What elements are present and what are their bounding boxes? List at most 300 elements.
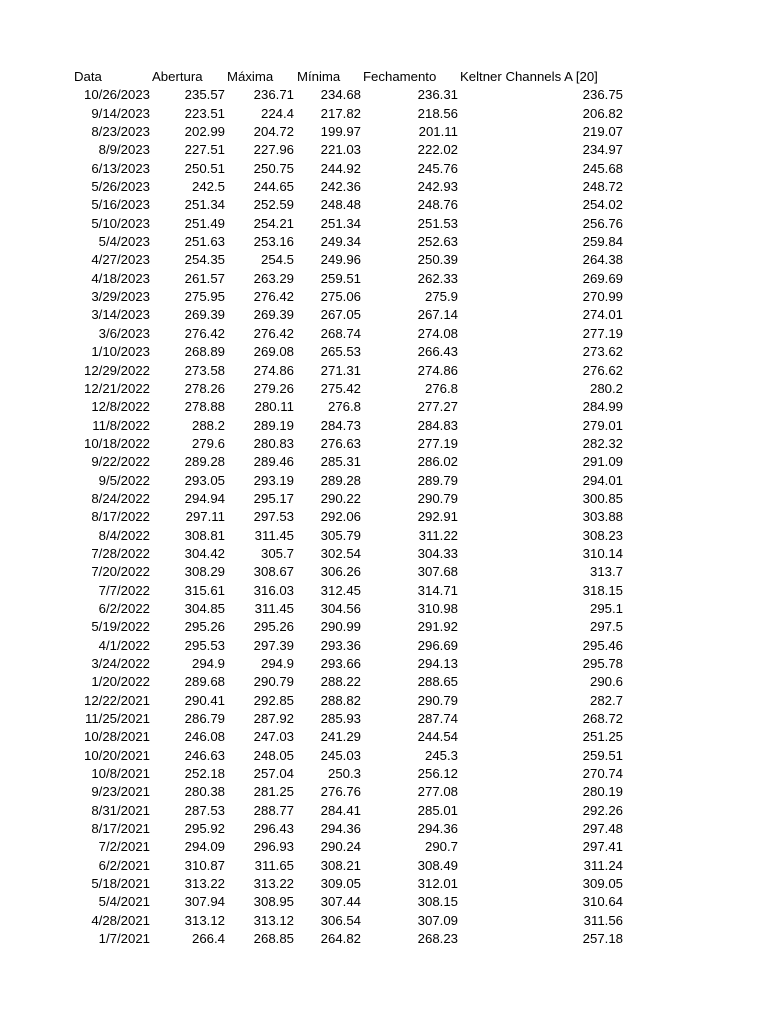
cell-minima: 244.92 <box>320 160 361 176</box>
cell-minima: 276.63 <box>320 435 361 451</box>
cell-maxima: 311.45 <box>254 600 294 616</box>
cell-keltner: 295.46 <box>582 637 623 653</box>
cell-fechamento: 292.91 <box>417 509 458 525</box>
cell-fechamento: 275.9 <box>424 289 458 305</box>
cell-minima: 312.45 <box>320 582 361 598</box>
cell-minima: 234.68 <box>320 87 361 103</box>
cell-keltner: 279.01 <box>582 417 623 433</box>
cell-abertura: 280.38 <box>184 784 225 800</box>
cell-keltner: 282.7 <box>589 692 623 708</box>
cell-maxima: 313.12 <box>253 912 294 928</box>
cell-abertura: 295.53 <box>184 637 225 653</box>
cell-minima: 304.56 <box>320 600 361 616</box>
cell-abertura: 223.51 <box>184 105 225 121</box>
cell-keltner: 254.02 <box>582 197 623 213</box>
cell-minima: 249.96 <box>320 252 361 268</box>
cell-maxima: 311.45 <box>254 527 294 543</box>
cell-data: 5/18/2021 <box>91 876 150 892</box>
spreadsheet-table <box>0 68 768 949</box>
cell-maxima: 274.86 <box>253 362 294 378</box>
cell-maxima: 276.42 <box>253 289 294 305</box>
cell-abertura: 275.95 <box>184 289 225 305</box>
table-body <box>0 86 768 948</box>
cell-fechamento: 290.79 <box>417 490 458 506</box>
cell-abertura: 289.68 <box>184 674 225 690</box>
table-row <box>0 343 768 361</box>
table-row <box>0 600 768 618</box>
table-row <box>0 802 768 820</box>
cell-fechamento: 289.79 <box>417 472 458 488</box>
cell-maxima: 280.11 <box>254 399 294 415</box>
cell-keltner: 245.68 <box>582 160 623 176</box>
cell-abertura: 227.51 <box>184 142 225 158</box>
cell-maxima: 295.26 <box>253 619 294 635</box>
cell-data: 3/24/2022 <box>91 656 150 671</box>
cell-minima: 271.31 <box>320 362 361 378</box>
cell-fechamento: 201.11 <box>418 124 458 140</box>
table-row <box>0 527 768 545</box>
cell-data: 8/24/2022 <box>91 490 150 506</box>
cell-keltner: 313.7 <box>589 564 623 580</box>
cell-abertura: 246.08 <box>184 729 225 745</box>
cell-abertura: 286.79 <box>184 711 225 727</box>
table-row <box>0 673 768 691</box>
cell-data: 12/8/2022 <box>91 399 150 415</box>
cell-maxima: 276.42 <box>253 325 294 341</box>
cell-fechamento: 311.22 <box>418 527 458 543</box>
cell-fechamento: 251.53 <box>417 215 458 231</box>
cell-abertura: 278.26 <box>184 380 225 396</box>
cell-fechamento: 290.7 <box>424 839 458 855</box>
header-minima: Mínima <box>297 69 341 84</box>
cell-minima: 267.05 <box>320 307 361 323</box>
table-row <box>0 545 768 563</box>
cell-minima: 292.06 <box>320 509 361 525</box>
cell-fechamento: 222.02 <box>417 142 458 158</box>
cell-fechamento: 307.68 <box>417 564 458 580</box>
table-row <box>0 123 768 141</box>
table-row <box>0 655 768 673</box>
cell-data: 3/14/2023 <box>91 307 150 323</box>
cell-fechamento: 307.09 <box>417 912 458 928</box>
cell-maxima: 227.96 <box>253 142 294 158</box>
cell-maxima: 254.5 <box>260 252 294 268</box>
table-row <box>0 875 768 893</box>
cell-minima: 289.28 <box>320 472 361 488</box>
table-row <box>0 453 768 471</box>
table-row <box>0 618 768 636</box>
cell-keltner: 259.84 <box>582 234 623 250</box>
cell-minima: 259.51 <box>320 270 361 286</box>
cell-keltner: 300.85 <box>582 490 623 506</box>
cell-keltner: 284.99 <box>582 399 623 415</box>
cell-fechamento: 310.98 <box>417 600 458 616</box>
table-row <box>0 765 768 783</box>
cell-maxima: 316.03 <box>253 582 294 598</box>
header-fechamento: Fechamento <box>363 69 437 84</box>
cell-data: 6/13/2023 <box>91 160 150 176</box>
table-row <box>0 857 768 875</box>
cell-abertura: 246.63 <box>184 747 225 763</box>
cell-fechamento: 288.65 <box>417 674 458 690</box>
cell-keltner: 206.82 <box>582 105 623 121</box>
cell-maxima: 254.21 <box>253 215 294 231</box>
table-row <box>0 215 768 233</box>
cell-data: 1/10/2023 <box>91 344 150 360</box>
cell-fechamento: 294.36 <box>417 821 458 837</box>
cell-minima: 285.31 <box>320 454 361 470</box>
cell-keltner: 270.74 <box>582 766 623 782</box>
cell-data: 1/7/2021 <box>98 931 150 947</box>
cell-maxima: 253.16 <box>253 234 294 250</box>
cell-minima: 288.22 <box>320 674 361 690</box>
cell-data: 5/10/2023 <box>91 215 150 231</box>
cell-fechamento: 274.08 <box>417 325 458 341</box>
cell-abertura: 288.2 <box>191 417 225 433</box>
cell-keltner: 274.01 <box>582 307 623 323</box>
cell-fechamento: 308.15 <box>417 894 458 910</box>
table-row <box>0 472 768 490</box>
cell-minima: 305.79 <box>320 527 361 543</box>
cell-maxima: 293.19 <box>253 472 294 488</box>
cell-minima: 276.76 <box>320 784 361 800</box>
cell-data: 5/4/2023 <box>98 234 150 250</box>
cell-data: 7/2/2021 <box>98 839 150 855</box>
cell-keltner: 236.75 <box>582 87 623 103</box>
cell-data: 4/28/2021 <box>91 912 150 928</box>
cell-data: 12/29/2022 <box>83 362 150 378</box>
cell-data: 10/18/2022 <box>83 435 150 451</box>
cell-data: 8/17/2021 <box>91 821 150 837</box>
table-row <box>0 728 768 746</box>
cell-abertura: 235.57 <box>184 87 225 103</box>
cell-maxima: 269.08 <box>253 344 294 360</box>
cell-minima: 249.34 <box>320 234 361 250</box>
cell-keltner: 310.64 <box>582 894 623 910</box>
cell-data: 3/6/2023 <box>98 325 150 341</box>
table-row <box>0 820 768 838</box>
cell-data: 7/7/2022 <box>98 582 150 598</box>
cell-keltner: 311.24 <box>583 857 623 873</box>
cell-fechamento: 248.76 <box>417 197 458 213</box>
cell-abertura: 278.88 <box>184 399 225 415</box>
cell-minima: 290.24 <box>320 839 361 855</box>
table-row <box>0 508 768 526</box>
cell-data: 8/31/2021 <box>91 802 150 818</box>
cell-keltner: 303.88 <box>582 509 623 525</box>
cell-abertura: 287.53 <box>184 802 225 818</box>
table-row <box>0 233 768 251</box>
cell-minima: 248.48 <box>320 197 361 213</box>
cell-maxima: 287.92 <box>253 711 294 727</box>
cell-keltner: 280.2 <box>589 380 623 396</box>
cell-maxima: 308.95 <box>253 894 294 910</box>
cell-data: 12/22/2021 <box>83 692 150 708</box>
cell-data: 9/5/2022 <box>98 472 150 488</box>
cell-minima: 306.54 <box>320 912 361 928</box>
table-row <box>0 490 768 508</box>
cell-minima: 285.93 <box>320 711 361 727</box>
cell-fechamento: 285.01 <box>417 802 458 818</box>
cell-minima: 251.34 <box>320 215 361 231</box>
cell-minima: 284.73 <box>320 417 361 433</box>
cell-abertura: 289.28 <box>184 454 225 470</box>
cell-keltner: 297.5 <box>589 619 623 635</box>
cell-keltner: 248.72 <box>582 179 623 195</box>
cell-fechamento: 268.23 <box>417 931 458 947</box>
cell-abertura: 273.58 <box>184 362 225 378</box>
cell-data: 8/17/2022 <box>91 509 150 525</box>
cell-fechamento: 294.13 <box>417 656 458 671</box>
cell-abertura: 304.85 <box>184 600 225 616</box>
header-keltner: Keltner Channels A [20] <box>460 69 598 84</box>
cell-data: 3/29/2023 <box>91 289 150 305</box>
table-row <box>0 362 768 380</box>
cell-keltner: 309.05 <box>582 876 623 892</box>
cell-data: 8/4/2022 <box>98 527 150 543</box>
cell-data: 8/23/2023 <box>91 124 150 140</box>
cell-data: 11/25/2021 <box>84 711 150 727</box>
cell-minima: 265.53 <box>320 344 361 360</box>
cell-fechamento: 218.56 <box>417 105 458 121</box>
cell-abertura: 254.35 <box>184 252 225 268</box>
cell-fechamento: 252.63 <box>417 234 458 250</box>
cell-data: 7/28/2022 <box>91 545 150 561</box>
cell-abertura: 276.42 <box>184 325 225 341</box>
cell-maxima: 281.25 <box>253 784 294 800</box>
cell-fechamento: 256.12 <box>417 766 458 782</box>
cell-minima: 308.21 <box>320 857 361 873</box>
cell-keltner: 257.18 <box>582 931 623 947</box>
cell-minima: 284.41 <box>320 802 361 818</box>
cell-keltner: 277.19 <box>582 325 623 341</box>
cell-minima: 268.74 <box>320 325 361 341</box>
cell-minima: 290.99 <box>320 619 361 635</box>
cell-keltner: 310.14 <box>582 545 623 561</box>
cell-abertura: 250.51 <box>184 160 225 176</box>
cell-maxima: 294.9 <box>260 656 294 671</box>
cell-data: 12/21/2022 <box>83 380 150 396</box>
cell-fechamento: 287.74 <box>417 711 458 727</box>
table-row <box>0 105 768 123</box>
cell-minima: 264.82 <box>320 931 361 947</box>
cell-data: 7/20/2022 <box>91 564 150 580</box>
cell-minima: 293.66 <box>320 656 361 671</box>
table-row <box>0 325 768 343</box>
cell-keltner: 268.72 <box>582 711 623 727</box>
cell-keltner: 264.38 <box>582 252 623 268</box>
cell-fechamento: 250.39 <box>417 252 458 268</box>
cell-keltner: 259.51 <box>582 747 623 763</box>
cell-maxima: 247.03 <box>253 729 294 745</box>
table-row <box>0 178 768 196</box>
cell-maxima: 305.7 <box>260 545 294 561</box>
cell-data: 5/19/2022 <box>91 619 150 635</box>
cell-maxima: 297.39 <box>253 637 294 653</box>
cell-minima: 306.26 <box>320 564 361 580</box>
cell-abertura: 315.61 <box>184 582 225 598</box>
cell-maxima: 269.39 <box>253 307 294 323</box>
cell-minima: 302.54 <box>320 545 361 561</box>
cell-maxima: 252.59 <box>253 197 294 213</box>
cell-data: 10/8/2021 <box>91 766 150 782</box>
cell-fechamento: 276.8 <box>424 380 458 396</box>
cell-maxima: 268.85 <box>253 931 294 947</box>
cell-minima: 288.82 <box>320 692 361 708</box>
cell-maxima: 297.53 <box>253 509 294 525</box>
cell-keltner: 282.32 <box>582 435 623 451</box>
cell-maxima: 296.93 <box>253 839 294 855</box>
cell-fechamento: 236.31 <box>417 87 458 103</box>
cell-maxima: 290.79 <box>253 674 294 690</box>
cell-maxima: 289.46 <box>253 454 294 470</box>
cell-maxima: 295.17 <box>253 490 294 506</box>
table-row <box>0 893 768 911</box>
table-row <box>0 380 768 398</box>
cell-data: 11/8/2022 <box>92 417 150 433</box>
cell-fechamento: 308.49 <box>417 857 458 873</box>
cell-keltner: 256.76 <box>582 215 623 231</box>
cell-maxima: 308.67 <box>253 564 294 580</box>
cell-abertura: 307.94 <box>184 894 225 910</box>
cell-abertura: 293.05 <box>184 472 225 488</box>
cell-fechamento: 245.3 <box>424 747 458 763</box>
cell-abertura: 252.18 <box>184 766 225 782</box>
cell-maxima: 257.04 <box>253 766 294 782</box>
cell-minima: 242.36 <box>320 179 361 195</box>
cell-abertura: 295.92 <box>184 821 225 837</box>
cell-maxima: 204.72 <box>253 124 294 140</box>
cell-maxima: 248.05 <box>253 747 294 763</box>
table-row <box>0 912 768 930</box>
table-row <box>0 288 768 306</box>
cell-minima: 275.06 <box>320 289 361 305</box>
cell-data: 4/18/2023 <box>91 270 150 286</box>
cell-minima: 294.36 <box>320 821 361 837</box>
table-row <box>0 306 768 324</box>
table-row <box>0 196 768 214</box>
cell-abertura: 308.81 <box>184 527 225 543</box>
cell-maxima: 313.22 <box>253 876 294 892</box>
cell-maxima: 288.77 <box>253 802 294 818</box>
cell-fechamento: 266.43 <box>417 344 458 360</box>
cell-maxima: 311.65 <box>254 857 294 873</box>
cell-abertura: 279.6 <box>191 435 225 451</box>
table-row <box>0 747 768 765</box>
table-row <box>0 398 768 416</box>
cell-keltner: 234.97 <box>582 142 623 158</box>
cell-fechamento: 277.08 <box>417 784 458 800</box>
cell-data: 10/26/2023 <box>83 87 150 103</box>
cell-abertura: 310.87 <box>184 857 225 873</box>
cell-abertura: 294.9 <box>191 656 225 671</box>
cell-data: 9/14/2023 <box>91 105 150 121</box>
cell-data: 1/20/2022 <box>91 674 150 690</box>
cell-minima: 241.29 <box>320 729 361 745</box>
cell-abertura: 251.34 <box>184 197 225 213</box>
cell-abertura: 313.12 <box>184 912 225 928</box>
cell-fechamento: 277.19 <box>417 435 458 451</box>
cell-minima: 217.82 <box>320 105 361 121</box>
cell-maxima: 263.29 <box>253 270 294 286</box>
cell-keltner: 291.09 <box>582 454 623 470</box>
cell-abertura: 251.49 <box>184 215 225 231</box>
cell-abertura: 308.29 <box>184 564 225 580</box>
table-row <box>0 930 768 948</box>
cell-abertura: 295.26 <box>184 619 225 635</box>
cell-fechamento: 244.54 <box>417 729 458 745</box>
cell-maxima: 250.75 <box>253 160 294 176</box>
cell-keltner: 295.1 <box>589 600 623 616</box>
table-row <box>0 435 768 453</box>
cell-fechamento: 296.69 <box>417 637 458 653</box>
cell-maxima: 236.71 <box>253 87 294 103</box>
cell-fechamento: 291.92 <box>417 619 458 635</box>
cell-abertura: 202.99 <box>184 124 225 140</box>
cell-fechamento: 284.83 <box>417 417 458 433</box>
cell-minima: 199.97 <box>320 124 361 140</box>
cell-minima: 290.22 <box>320 490 361 506</box>
cell-fechamento: 245.76 <box>417 160 458 176</box>
table-row <box>0 270 768 288</box>
cell-maxima: 244.65 <box>253 179 294 195</box>
cell-data: 6/2/2022 <box>98 600 150 616</box>
header-row <box>0 68 768 86</box>
cell-data: 5/16/2023 <box>91 197 150 213</box>
table-row <box>0 417 768 435</box>
cell-data: 9/23/2021 <box>91 784 150 800</box>
table-row <box>0 783 768 801</box>
cell-keltner: 270.99 <box>582 289 623 305</box>
cell-keltner: 311.56 <box>583 912 623 928</box>
cell-data: 4/1/2022 <box>98 637 150 653</box>
cell-keltner: 269.69 <box>582 270 623 286</box>
cell-minima: 307.44 <box>320 894 361 910</box>
cell-abertura: 268.89 <box>184 344 225 360</box>
table-row <box>0 251 768 269</box>
cell-keltner: 308.23 <box>582 527 623 543</box>
cell-maxima: 296.43 <box>253 821 294 837</box>
cell-data: 6/2/2021 <box>98 857 150 873</box>
table-row <box>0 563 768 581</box>
cell-abertura: 290.41 <box>184 692 225 708</box>
header-abertura: Abertura <box>152 69 203 84</box>
cell-fechamento: 242.93 <box>417 179 458 195</box>
cell-abertura: 294.94 <box>184 490 225 506</box>
cell-minima: 275.42 <box>320 380 361 396</box>
table-row <box>0 838 768 856</box>
cell-fechamento: 314.71 <box>417 582 458 598</box>
cell-maxima: 279.26 <box>253 380 294 396</box>
header-maxima: Máxima <box>227 69 274 84</box>
cell-abertura: 297.11 <box>185 509 225 525</box>
table-row <box>0 637 768 655</box>
cell-abertura: 266.4 <box>191 931 225 947</box>
cell-keltner: 294.01 <box>582 472 623 488</box>
cell-abertura: 269.39 <box>184 307 225 323</box>
cell-keltner: 219.07 <box>582 124 623 140</box>
cell-minima: 245.03 <box>320 747 361 763</box>
cell-fechamento: 286.02 <box>417 454 458 470</box>
cell-fechamento: 290.79 <box>417 692 458 708</box>
cell-keltner: 295.78 <box>582 656 623 671</box>
cell-minima: 276.8 <box>327 399 361 415</box>
cell-keltner: 273.62 <box>582 344 623 360</box>
cell-abertura: 261.57 <box>184 270 225 286</box>
table-row <box>0 710 768 728</box>
cell-fechamento: 312.01 <box>417 876 458 892</box>
cell-data: 9/22/2022 <box>91 454 150 470</box>
